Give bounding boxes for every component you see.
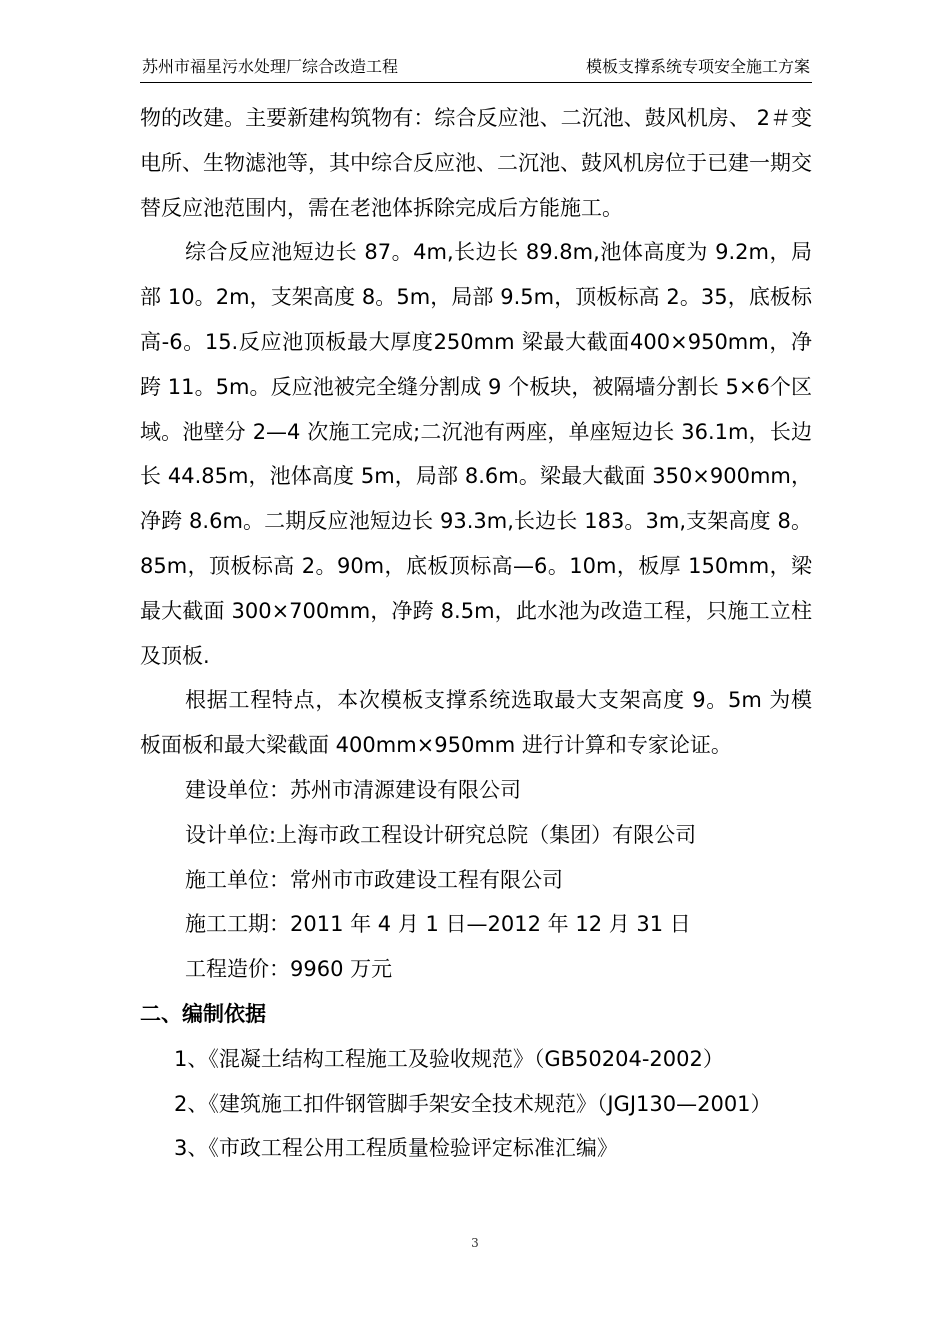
section-heading: 二、编制依据	[140, 1001, 266, 1026]
reference-item: 1、《混凝土结构工程施工及验收规范》（GB50204-2002）	[174, 1046, 724, 1071]
header-document-title: 模板支撑系统专项安全施工方案	[585, 57, 810, 76]
paragraph-project-overview: 物的改建。主要新建构筑物有：综合反应池、二沉池、鼓风机房、 2＃变电所、生物滤池等，其中综合反应池、二沉池、鼓风机房位于已建一期交替反应池范围内，需在老池体拆除完成后方能施工。	[140, 106, 812, 220]
paragraph-calculation-basis: 根据工程特点，本次模板支撑系统选取最大支架高度 9。5m 为模板面板和最大梁截面 400mm×950mm 进行计算和专家论证。	[140, 688, 812, 758]
paragraph-structure-details: 综合反应池短边长 87。4m,长边长 89.8m,池体高度为 9.2m，局部 10。2m，支架高度 8。5m，局部 9.5m，顶板标高 2。35，底板标高-6。15.反应池顶板最大厚度250mm 梁最大截面400×950mm，净跨 11。5m。反应池被完全缝分割成 9 个板块，被隔墙分割长 5×6个区域。池壁分 2—4 次施工完成;二沉池有两座，单座短边长 36.1m，长边长 44.85m，池体高度 5m，局部 8.6m。梁最大截面 350×900mm，净跨 8.6m。二期反应池短边长 93.3m,长边长 183。3m,支架高度 8。85m，顶板标高 2。90m，底板顶标高—6。10m，板厚 150mm，梁最大截面 300×700mm，净跨 8.5m，此水池为改造工程，只施工立柱及顶板.	[140, 240, 812, 668]
header-project-title: 苏州市福星污水处理厂综合改造工程	[142, 57, 399, 76]
page-body	[140, 96, 812, 1171]
reference-item: 2、《建筑施工扣件钢管脚手架安全技术规范》（JGJ130—2001）	[174, 1091, 772, 1116]
reference-item: 3、《市政工程公用工程质量检验评定标准汇编》	[174, 1136, 618, 1161]
page-header	[140, 52, 812, 83]
page-number: 3	[471, 1236, 479, 1250]
info-cost: 工程造价：9960 万元	[185, 957, 393, 982]
info-designer: 设计单位:上海市政工程设计研究总院（集团）有限公司	[185, 822, 697, 847]
info-owner: 建设单位：苏州市清源建设有限公司	[185, 777, 521, 802]
info-contractor: 施工单位：常州市市政建设工程有限公司	[185, 867, 563, 892]
info-period: 施工工期：2011 年 4 月 1 日—2012 年 12 月 31 日	[185, 912, 691, 937]
